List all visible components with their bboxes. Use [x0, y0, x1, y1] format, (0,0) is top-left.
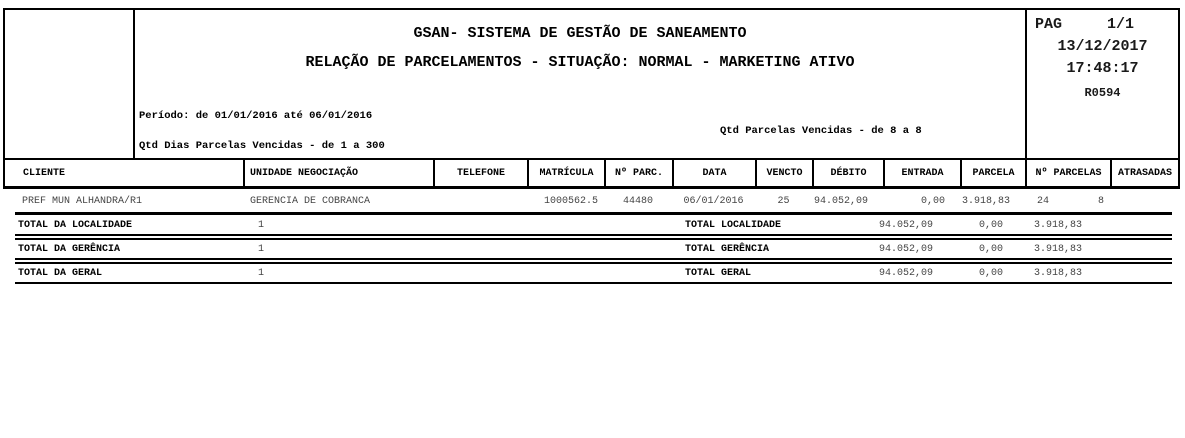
period-text: Período: de 01/01/2016 até 06/01/2016: [139, 110, 373, 122]
row-n-parcelas: 24: [1036, 196, 1049, 207]
col-header-parcela: PARCELA: [962, 160, 1027, 186]
col-header-atrasadas: ATRASADAS: [1117, 167, 1172, 179]
divider: [15, 282, 1172, 284]
total-debito: 94.052,09: [878, 220, 933, 231]
page-number: 1/1: [1106, 16, 1134, 33]
row-matricula: 1000562.5: [543, 196, 598, 207]
total-sum-label: TOTAL LOCALIDADE: [685, 220, 782, 231]
row-vencto: 25: [777, 196, 790, 207]
logo-cell: [5, 10, 135, 158]
page-info-cell: [1025, 10, 1178, 158]
qtd-parcelas-text: Qtd Parcelas Vencidas - de 8 a 8: [720, 125, 922, 137]
divider: [15, 262, 1172, 264]
report-system-title: GSAN- SISTEMA DE GESTÃO DE SANEAMENTO: [413, 25, 747, 42]
row-parcela: 3.918,83: [961, 196, 1010, 207]
row-unidade: GERENCIA DE COBRANCA: [250, 196, 371, 207]
row-cliente: PREF MUN ALHANDRA/R1: [22, 196, 143, 207]
row-data: 06/01/2016: [683, 196, 744, 207]
col-header-nparcelas: Nº PARCELAS: [1027, 160, 1112, 186]
total-count: 1: [258, 220, 265, 231]
col-header-data: DATA: [674, 160, 757, 186]
col-header-entrada: ENTRADA: [885, 160, 962, 186]
report-code: R0594: [1084, 86, 1121, 100]
row-debito: 94.052,09: [813, 196, 868, 207]
total-debito: 94.052,09: [878, 268, 933, 279]
report-title: RELAÇÃO DE PARCELAMENTOS - SITUAÇÃO: NORMAL - MARKETING ATIVO: [305, 54, 855, 71]
total-sum-label: TOTAL GERÊNCIA: [685, 244, 770, 255]
col-header-vencto: VENCTO: [757, 160, 814, 186]
total-entrada: 0,00: [978, 268, 1003, 279]
total-parcela: 3.918,83: [1033, 244, 1082, 255]
col-header-nparc: Nº PARC.: [606, 160, 674, 186]
total-count: 1: [258, 244, 265, 255]
header-center-cell: [135, 10, 1025, 158]
report-header-box: [3, 8, 1180, 158]
divider: [15, 238, 1172, 240]
report-date: 13/12/2017: [1057, 38, 1148, 55]
total-label: TOTAL DA GERÊNCIA: [18, 244, 121, 255]
row-atrasadas: 8: [1097, 196, 1104, 207]
col-header-unidade: UNIDADE NEGOCIAÇÃO: [245, 160, 435, 186]
col-header-telefone: TELEFONE: [435, 160, 529, 186]
total-debito: 94.052,09: [878, 244, 933, 255]
report-time: 17:48:17: [1066, 60, 1139, 77]
row-n-parc: 44480: [622, 196, 653, 207]
divider: [15, 258, 1172, 260]
row-entrada: 0,00: [920, 196, 945, 207]
table-header-row: [3, 158, 1180, 189]
total-parcela: 3.918,83: [1033, 220, 1082, 231]
divider: [15, 212, 1172, 215]
col-header-matricula: MATRÍCULA: [529, 160, 606, 186]
col-header-cliente: CLIENTE: [5, 160, 245, 186]
page-label: PAG: [1035, 16, 1063, 33]
total-entrada: 0,00: [978, 244, 1003, 255]
qtd-dias-text: Qtd Dias Parcelas Vencidas - de 1 a 300: [139, 140, 385, 152]
total-label: TOTAL DA GERAL: [18, 268, 103, 279]
total-parcela: 3.918,83: [1033, 268, 1082, 279]
total-label: TOTAL DA LOCALIDADE: [18, 220, 133, 231]
total-count: 1: [258, 268, 265, 279]
divider: [15, 234, 1172, 236]
total-entrada: 0,00: [978, 220, 1003, 231]
total-sum-label: TOTAL GERAL: [685, 268, 752, 279]
col-header-debito: DÉBITO: [814, 160, 885, 186]
